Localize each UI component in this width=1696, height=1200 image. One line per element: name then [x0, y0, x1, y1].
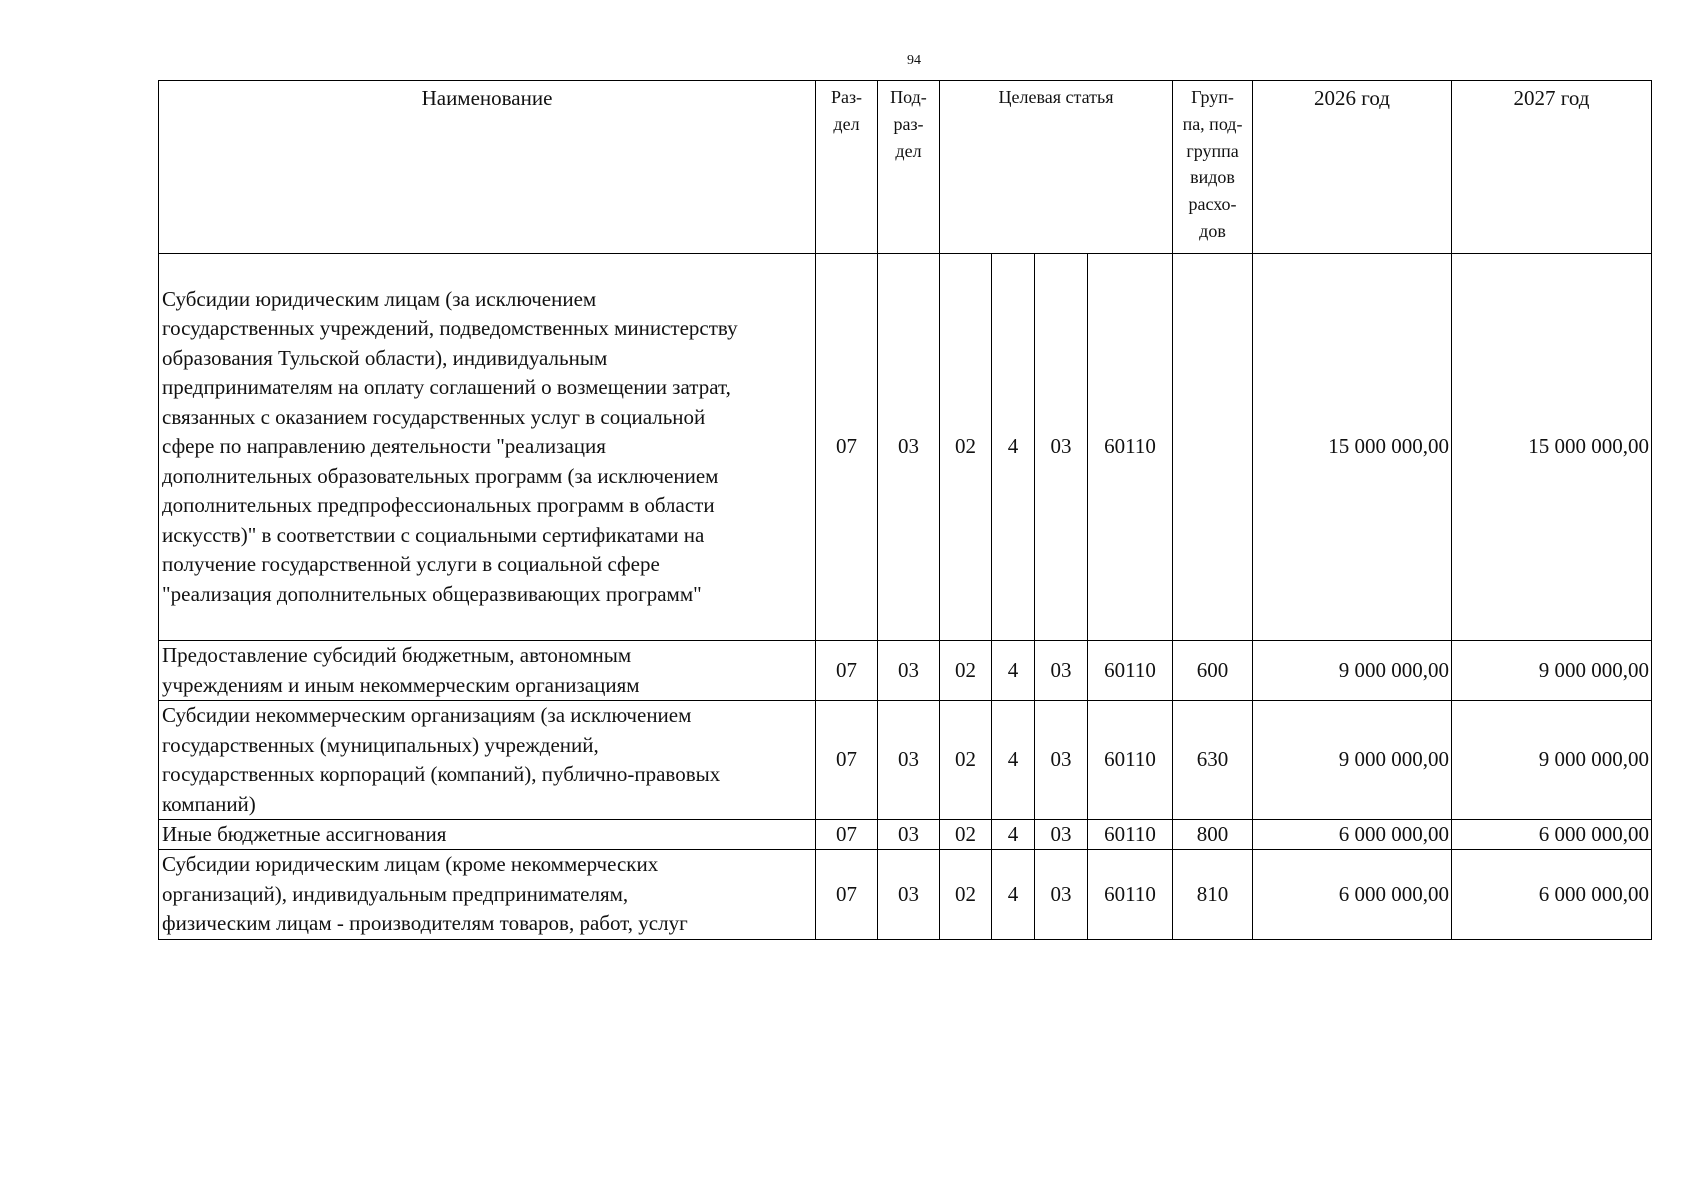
row-name — [159, 701, 816, 820]
row-group: 600 — [1173, 641, 1253, 701]
row-name — [159, 641, 816, 701]
row-section: 07 — [816, 254, 878, 641]
row-target-complex: 03 — [1035, 820, 1088, 850]
row-target-complex: 03 — [1035, 701, 1088, 820]
row-target-direction: 60110 — [1088, 850, 1173, 940]
header-group-line: группа — [1186, 140, 1239, 161]
header-group-line: расхо- — [1188, 194, 1237, 215]
row-target-program: 02 — [940, 254, 992, 641]
header-group-line: Груп- — [1191, 87, 1234, 107]
header-year-2027: 2027 год — [1452, 81, 1652, 254]
row-subsection: 03 — [878, 850, 940, 940]
row-name-line: "реализация дополнительных общеразвивающих программ" — [162, 581, 702, 606]
table-row — [159, 701, 1652, 820]
header-subsection-line: раз- — [893, 113, 924, 134]
row-group: 630 — [1173, 701, 1253, 820]
header-section-line: дел — [833, 113, 860, 134]
row-name-line: учреждениям и иным некоммерческим организациям — [162, 672, 640, 697]
row-target-direction: 60110 — [1088, 641, 1173, 701]
row-name-line: дополнительных образовательных программ (за исключением — [162, 463, 719, 488]
row-section: 07 — [816, 641, 878, 701]
row-name-line: Субсидии некоммерческим организациям (за исключением — [162, 703, 692, 727]
row-amount-2027: 9 000 000,00 — [1452, 701, 1652, 820]
row-name-line: дополнительных предпрофессиональных программ в области — [162, 493, 715, 518]
row-target-type: 4 — [992, 701, 1035, 820]
row-name-line: предпринимателям на оплату соглашений о возмещении затрат, — [162, 375, 731, 400]
table-row — [159, 641, 1652, 701]
header-section-line: Раз- — [830, 87, 863, 107]
row-name-line: Иные бюджетные ассигнования — [162, 822, 447, 846]
row-section: 07 — [816, 701, 878, 820]
row-amount-2027: 6 000 000,00 — [1452, 850, 1652, 940]
table-row — [159, 850, 1652, 940]
row-target-program: 02 — [940, 641, 992, 701]
row-amount-2026: 6 000 000,00 — [1253, 820, 1452, 850]
header-group-line: па, под- — [1182, 113, 1243, 134]
row-name-line: государственных (муниципальных) учреждений, — [162, 732, 599, 757]
row-name-line: сфере по направлению деятельности "реализация — [162, 434, 606, 459]
row-name-line: Субсидии юридическим лицам (кроме некоммерческих — [162, 852, 659, 876]
row-target-program: 02 — [940, 701, 992, 820]
row-name-line: связанных с оказанием государственных услуг в социальной — [162, 404, 706, 429]
row-name-line: компаний) — [162, 791, 256, 816]
row-amount-2026: 6 000 000,00 — [1253, 850, 1452, 940]
row-name — [159, 820, 816, 850]
row-amount-2026: 15 000 000,00 — [1253, 254, 1452, 641]
row-subsection: 03 — [878, 641, 940, 701]
row-target-program: 02 — [940, 820, 992, 850]
row-name-line: государственных учреждений, подведомственных министерству — [162, 316, 738, 341]
row-target-complex: 03 — [1035, 254, 1088, 641]
row-name — [159, 850, 816, 940]
row-target-direction: 60110 — [1088, 254, 1173, 641]
row-target-program: 02 — [940, 850, 992, 940]
row-subsection: 03 — [878, 701, 940, 820]
row-subsection: 03 — [878, 820, 940, 850]
row-target-type: 4 — [992, 820, 1035, 850]
header-subsection — [878, 81, 940, 254]
row-amount-2027: 15 000 000,00 — [1452, 254, 1652, 641]
table-row — [159, 820, 1652, 850]
row-name-line: Предоставление субсидий бюджетным, автономным — [162, 643, 632, 667]
header-section — [816, 81, 878, 254]
row-name-line: получение государственной услуги в социальной сфере — [162, 552, 660, 577]
header-name: Наименование — [159, 81, 816, 254]
row-target-complex: 03 — [1035, 850, 1088, 940]
row-name-line: искусств)" в соответствии с социальными сертификатами на — [162, 522, 705, 547]
row-amount-2026: 9 000 000,00 — [1253, 701, 1452, 820]
row-name-line: Субсидии юридическим лицам (за исключением — [162, 286, 597, 311]
row-name — [159, 254, 816, 641]
row-group: 800 — [1173, 820, 1253, 850]
table-header — [159, 81, 1652, 254]
header-target: Целевая статья — [940, 81, 1173, 254]
page-number: 94 — [907, 53, 921, 68]
row-name-line: государственных корпораций (компаний), публично-правовых — [162, 762, 721, 786]
row-name-line: физическим лицам - производителям товаров, работ, услуг — [162, 911, 688, 935]
header-group-line: видов — [1190, 167, 1235, 188]
row-target-type: 4 — [992, 641, 1035, 701]
row-target-type: 4 — [992, 254, 1035, 641]
row-amount-2027: 9 000 000,00 — [1452, 641, 1652, 701]
header-group-line: дов — [1199, 220, 1226, 241]
row-section: 07 — [816, 850, 878, 940]
row-group — [1173, 254, 1253, 641]
row-group: 810 — [1173, 850, 1253, 940]
table-row — [159, 254, 1652, 641]
header-group — [1173, 81, 1253, 254]
header-year-2026: 2026 год — [1253, 81, 1452, 254]
row-name-line: организаций), индивидуальным предпринимателям, — [162, 881, 629, 906]
row-amount-2026: 9 000 000,00 — [1253, 641, 1452, 701]
header-subsection-line: Под- — [890, 87, 927, 107]
row-target-direction: 60110 — [1088, 820, 1173, 850]
row-target-type: 4 — [992, 850, 1035, 940]
row-target-complex: 03 — [1035, 641, 1088, 701]
row-section: 07 — [816, 820, 878, 850]
row-subsection: 03 — [878, 254, 940, 641]
row-name-line: образования Тульской области), индивидуальным — [162, 345, 608, 370]
header-subsection-line: дел — [895, 140, 922, 161]
budget-table — [158, 80, 1652, 940]
row-amount-2027: 6 000 000,00 — [1452, 820, 1652, 850]
row-target-direction: 60110 — [1088, 701, 1173, 820]
